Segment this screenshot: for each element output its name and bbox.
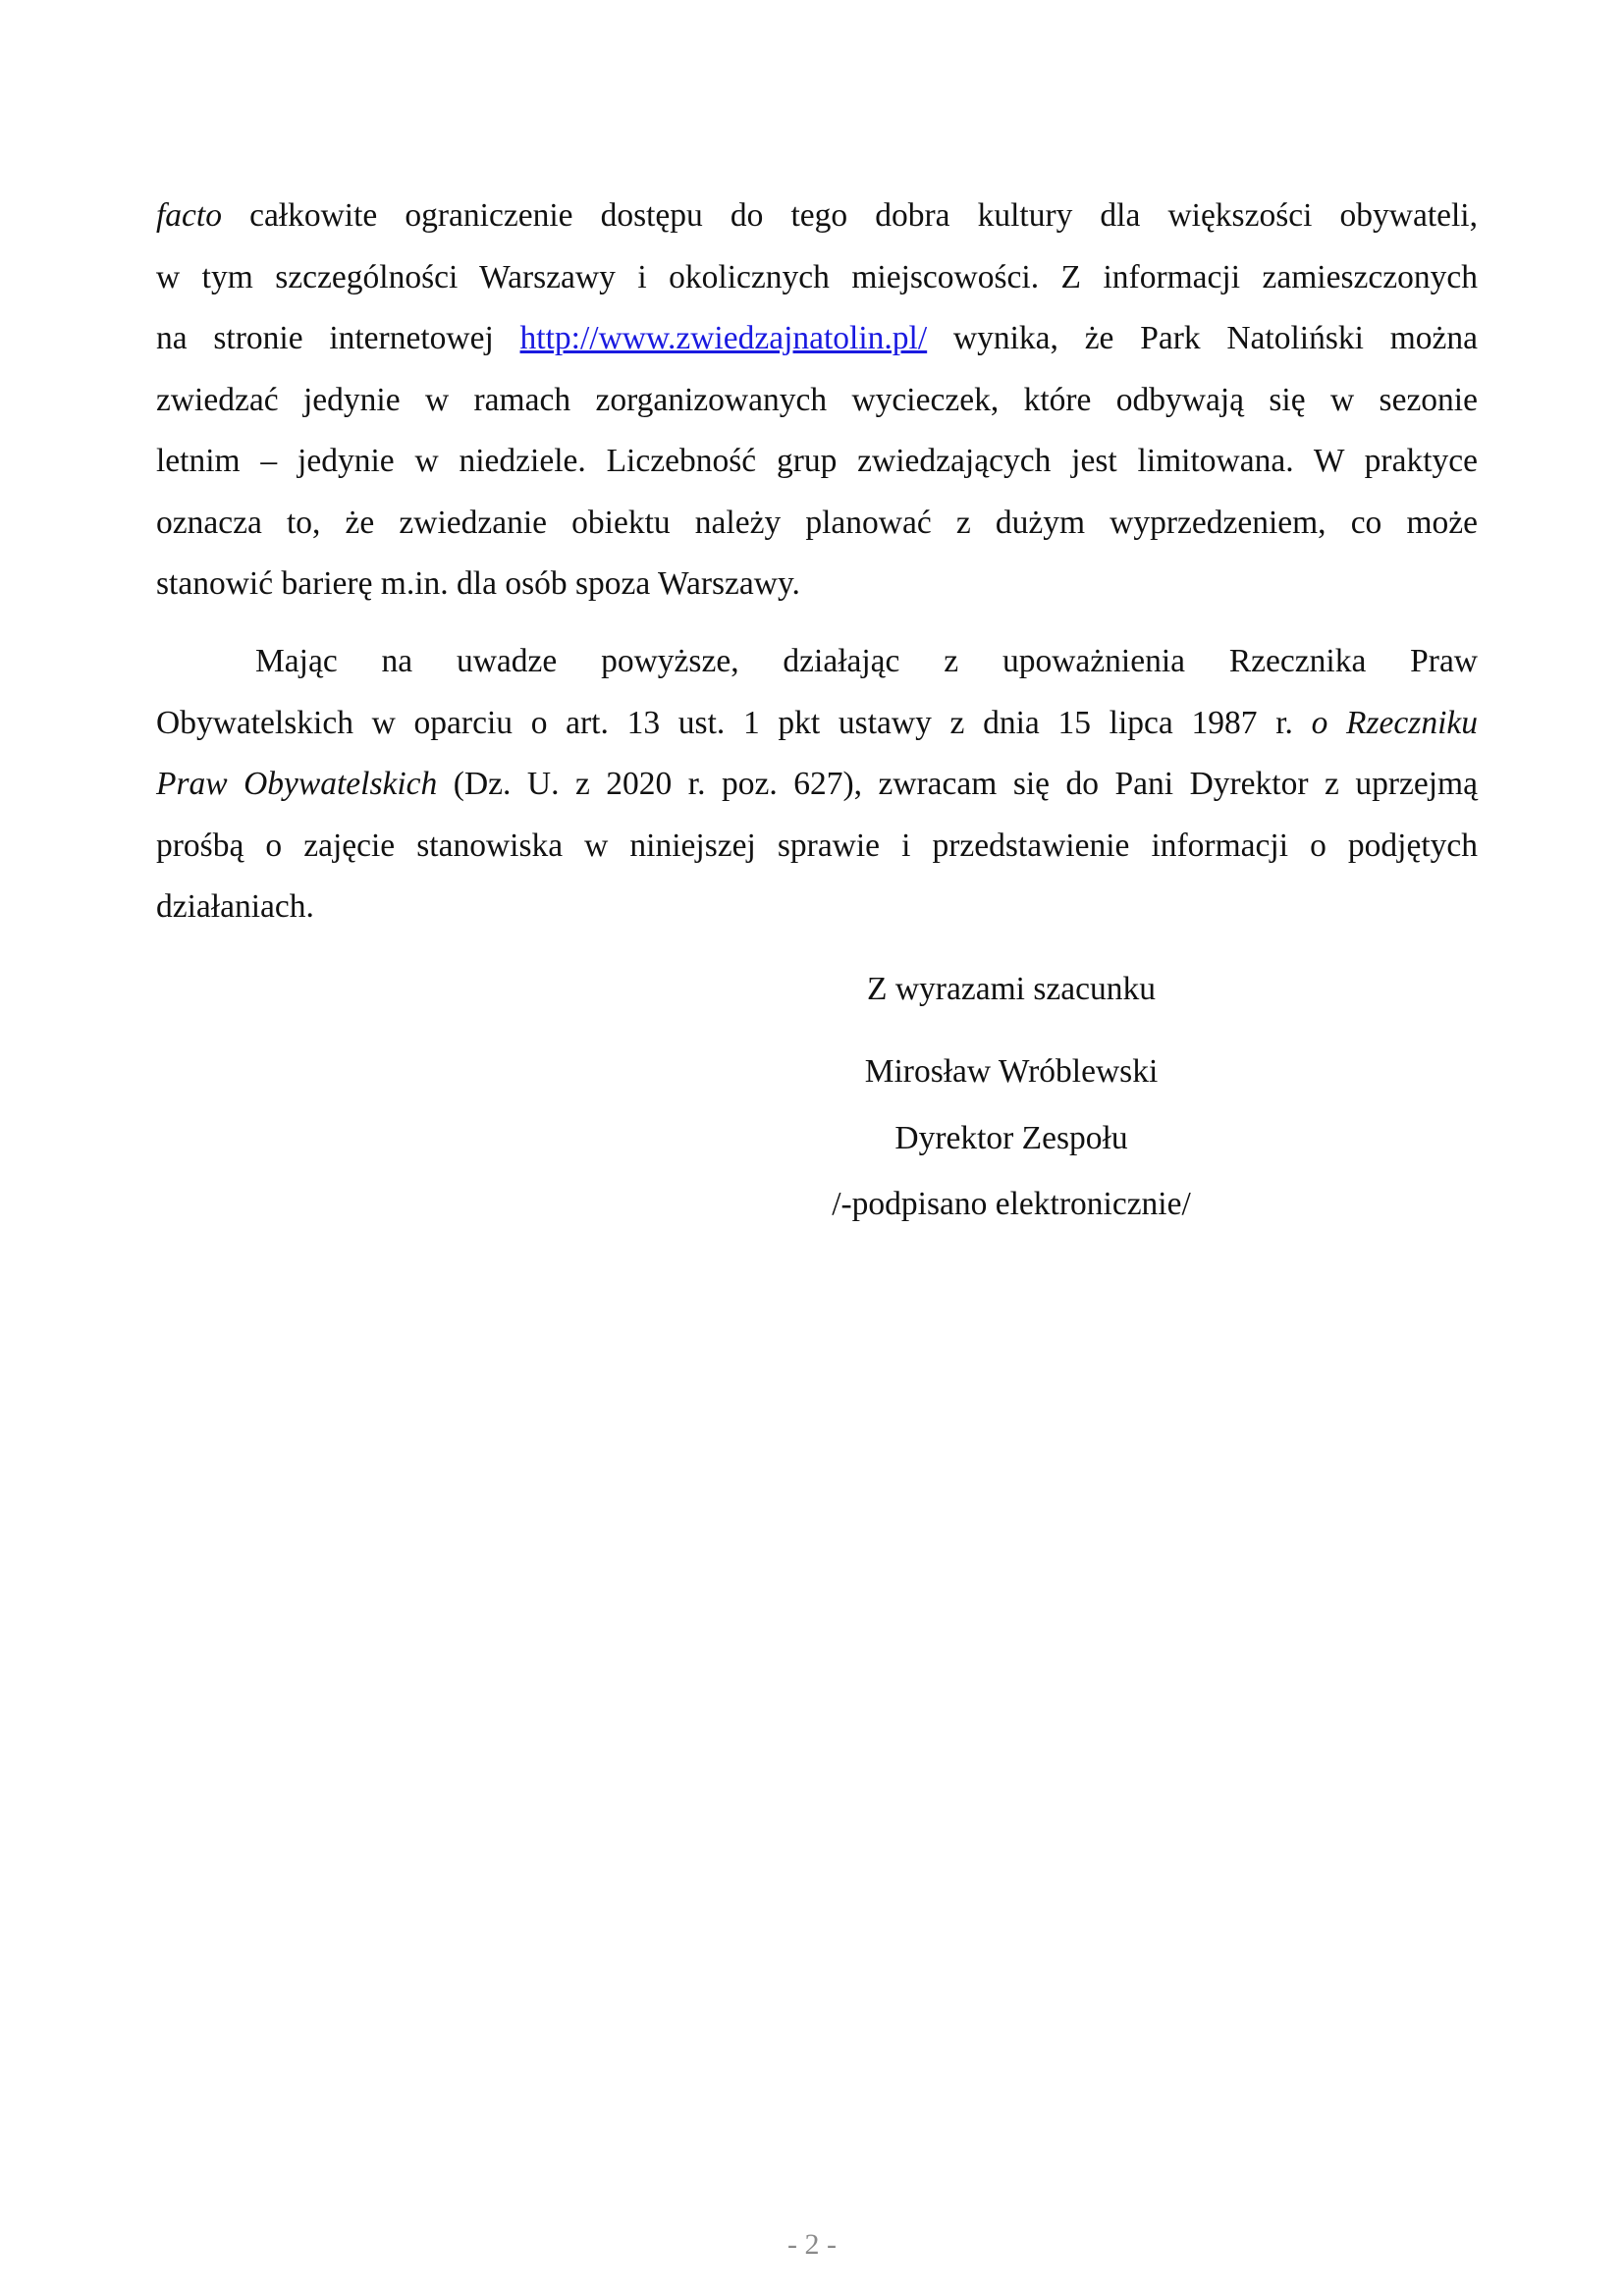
paragraph-line: na stronie internetowej http://www.zwiedzajnatolin.pl/ wynika, że Park Natoliński można bbox=[156, 320, 1479, 356]
paragraph-line: facto całkowite ograniczenie dostępu do tego dobra kultury dla większości obywateli, bbox=[156, 197, 1478, 234]
paragraph-request bbox=[156, 631, 1478, 938]
page-number: - 2 - bbox=[787, 2228, 837, 2261]
paragraph-line: Obywatelskich w oparciu o art. 13 ust. 1 pkt ustawy z dnia 15 lipca 1987 r. o Rzeczniku bbox=[156, 704, 1478, 741]
paragraph-line: Praw Obywatelskich (Dz. U. z 2020 r. poz. 627), zwracam się do Pani Dyrektor z uprzejmą bbox=[156, 766, 1478, 802]
website-link[interactable]: http://www.zwiedzajnatolin.pl/ bbox=[519, 320, 928, 356]
paragraph-line: działaniach. bbox=[156, 888, 314, 925]
signatory-name: Mirosław Wróblewski bbox=[864, 1053, 1159, 1090]
paragraph-line: stanowić barierę m.in. dla osób spoza Warszawy. bbox=[156, 565, 800, 602]
electronic-signature-note: /-podpisano elektronicznie/ bbox=[832, 1186, 1191, 1222]
paragraph-line: oznacza to, że zwiedzanie obiektu należy planować z dużym wyprzedzeniem, co może bbox=[156, 504, 1478, 541]
paragraph-line: letnim – jedynie w niedziele. Liczebność grup zwiedzających jest limitowana. W praktyce bbox=[156, 443, 1478, 479]
italic-act-title: Praw Obywatelskich bbox=[156, 766, 438, 802]
paragraph-line: Mając na uwadze powyższe, działając z upoważnienia Rzecznika Praw bbox=[255, 643, 1478, 679]
paragraph-line: w tym szczególności Warszawy i okolicznych miejscowości. Z informacji zamieszczonych bbox=[156, 258, 1478, 295]
paragraph-line: zwiedzać jedynie w ramach zorganizowanych wycieczek, które odbywają się w sezonie bbox=[156, 381, 1478, 418]
paragraph-line: prośbą o zajęcie stanowiska w niniejszej sprawie i przedstawienie informacji o podjętych bbox=[156, 827, 1478, 864]
italic-term: facto bbox=[156, 197, 222, 234]
closing-salutation: Z wyrazami szacunku bbox=[867, 971, 1156, 1007]
paragraph-access-restriction bbox=[156, 186, 1478, 615]
signatory-title: Dyrektor Zespołu bbox=[894, 1120, 1128, 1156]
italic-act-title: o Rzeczniku bbox=[1311, 704, 1478, 741]
